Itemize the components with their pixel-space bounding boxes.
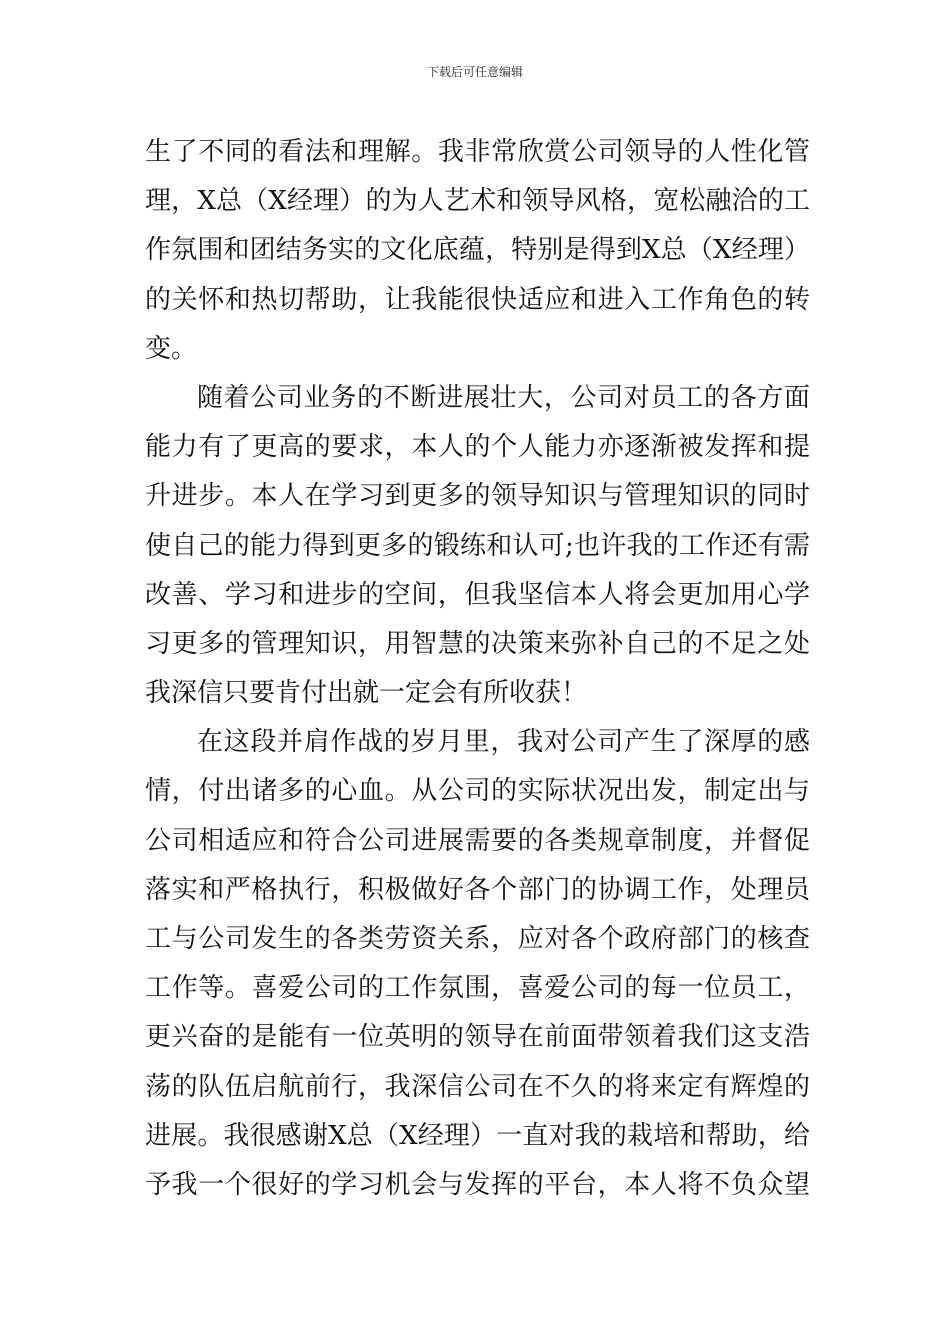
text-line: 生了不同的看法和理解。我非常欣赏公司领导的人性化管 xyxy=(145,137,810,167)
text-line: 公司相适应和符合公司进展需要的各类规章制度，并督促 xyxy=(145,825,810,856)
text-line: 变。 xyxy=(145,333,198,364)
text-line: 工与公司发生的各类劳资关系，应对各个政府部门的核查 xyxy=(145,924,810,954)
text-line: 进展。我很感谢X总（X经理）一直对我的栽培和帮助，给 xyxy=(145,1120,810,1151)
text-line: 能力有了更高的要求，本人的个人能力亦逐渐被发挥和提 xyxy=(145,432,810,463)
text-line: 升进步。本人在学习到更多的领导知识与管理知识的同时 xyxy=(145,481,810,512)
text-line: 荡的队伍启航前行，我深信公司在不久的将来定有辉煌的 xyxy=(145,1071,810,1102)
text-line: 习更多的管理知识，用智慧的决策来弥补自己的不足之处 xyxy=(145,628,810,659)
page-header: 下载后可任意编辑 xyxy=(426,65,523,79)
text-line: 我深信只要肯付出就一定会有所收获！ xyxy=(145,678,588,709)
text-line: 理，X总（X经理）的为人艺术和领导风格，宽松融洽的工 xyxy=(145,186,810,217)
text-line: 改善、学习和进步的空间，但我坚信本人将会更加用心学 xyxy=(145,579,810,610)
text-line: 使自己的能力得到更多的锻练和认可;也许我的工作还有需 xyxy=(145,530,810,561)
text-line: 更兴奋的是能有一位英明的领导在前面带领着我们这支浩 xyxy=(145,1022,810,1053)
text-line: 落实和严格执行，积极做好各个部门的协调工作，处理员 xyxy=(145,874,810,905)
document-body xyxy=(145,128,810,1210)
text-line: 予我一个很好的学习机会与发挥的平台，本人将不负众望 xyxy=(145,1169,810,1200)
text-line: 情，付出诸多的心血。从公司的实际状况出发，制定出与 xyxy=(145,776,810,807)
text-line: 作氛围和团结务实的文化底蕴，特别是得到X总（X经理） xyxy=(145,235,810,266)
text-line: 的关怀和热切帮助，让我能很快适应和进入工作角色的转 xyxy=(145,284,810,315)
text-line: 随着公司业务的不断进展壮大，公司对员工的各方面 xyxy=(197,382,810,413)
text-line: 工作等。喜爱公司的工作氛围，喜爱公司的每一位员工， xyxy=(145,973,810,1004)
text-line: 在这段并肩作战的岁月里，我对公司产生了深厚的感 xyxy=(197,727,810,758)
